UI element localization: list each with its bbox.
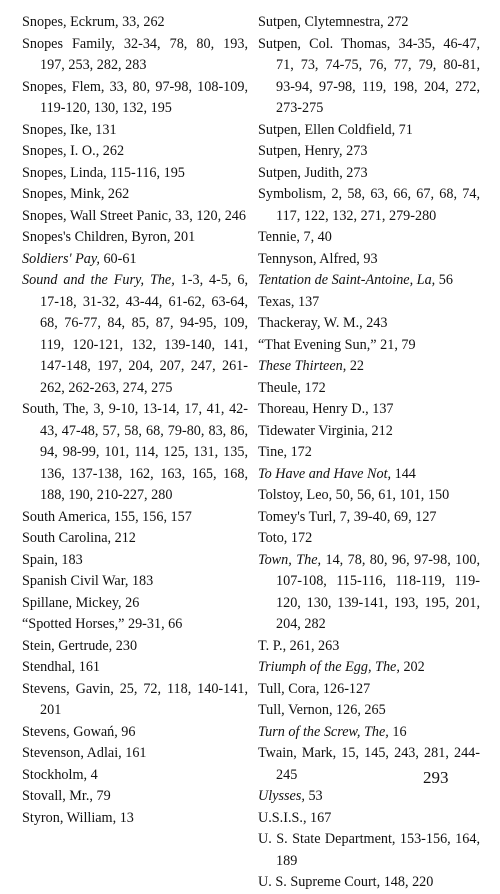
index-entry-text: Theule, 172: [258, 379, 326, 396]
index-entry-text: Sutpen, Judith, 273: [258, 164, 368, 181]
index-entry-text: 14, 78, 80, 96, 97-98, 100, 107-108, 115-116, 118-119, 119-120, 130, 139-141, 193, 195, 201, 204, 282: [276, 551, 480, 632]
index-entry-text: 60-61: [99, 250, 137, 267]
index-entry-text: South, The, 3, 9-10, 13-14, 17, 41, 42-43, 47-48, 57, 58, 68, 79-80, 83, 86, 94, 98-99, 101, 114, 125, 131, 135, 136, 137-138, 162, 163, 165, 168, 188, 190, 210-227, 280: [22, 401, 248, 503]
index-entry: [22, 808, 248, 830]
index-entry-text: Texas, 137: [258, 293, 320, 310]
index-entry-text: Sutpen, Henry, 273: [258, 143, 368, 159]
index-entry: [258, 12, 480, 34]
index-entry: [258, 335, 480, 357]
index-entry: [22, 270, 248, 399]
index-entry: [22, 636, 248, 658]
index-entry-text: Snopes, Flem, 33, 80, 97-98, 108-109, 119-120, 130, 132, 195: [22, 78, 248, 116]
index-entry-title: Turn of the Screw, The,: [258, 723, 389, 740]
index-entry: [22, 141, 248, 163]
index-entry-text: Snopes, Wall Street Panic, 33, 120, 246: [22, 207, 246, 224]
index-entry: [258, 270, 480, 292]
index-entry: [22, 206, 248, 228]
index-entry-text: Snopes, Eckrum, 33, 262: [22, 14, 165, 30]
index-entry: [258, 786, 480, 808]
index-entry: [22, 765, 248, 787]
index-entry: [22, 249, 248, 271]
index-entry-text: Snopes, I. O., 262: [22, 143, 125, 159]
index-entry: [22, 528, 248, 550]
index-entry-text: Snopes, Ike, 131: [22, 121, 117, 138]
index-entry-text: Spillane, Mickey, 26: [22, 594, 140, 611]
index-entry-text: Tidewater Virginia, 212: [258, 422, 393, 439]
index-entry-text: Tolstoy, Leo, 50, 56, 61, 101, 150: [258, 487, 450, 503]
index-entry: [258, 163, 480, 185]
index-entry-text: U.S.I.S., 167: [258, 809, 332, 826]
index-entry-text: Tomey's Turl, 7, 39-40, 69, 127: [258, 508, 437, 525]
index-entry-text: “Spotted Horses,” 29-31, 66: [22, 616, 183, 632]
index-entry: [258, 528, 480, 550]
index-entry-title: To Have and Have Not,: [258, 465, 392, 482]
index-entry-text: Toto, 172: [258, 530, 313, 546]
index-entry-text: 16: [388, 723, 407, 740]
index-entry-text: Thackeray, W. M., 243: [258, 315, 388, 331]
index-column-right: [258, 12, 480, 894]
index-entry-text: Stevenson, Adlai, 161: [22, 745, 147, 761]
index-entry: [258, 184, 480, 227]
index-entry: [22, 679, 248, 722]
index-entry-text: Stendhal, 161: [22, 659, 101, 675]
index-column-left: [22, 12, 248, 829]
index-entry: [22, 743, 248, 765]
index-entry-text: South Carolina, 212: [22, 530, 136, 546]
index-entry: [258, 872, 480, 894]
index-entry: [258, 700, 480, 722]
page-number: 293: [423, 768, 449, 787]
index-entry-text: 1-3, 4-5, 6, 17-18, 31-32, 43-44, 61-62, 63-64, 68, 76-77, 84, 85, 87, 94-95, 109, 119, 120-121, 132, 139-140, 141, 147-148, 197, 204, 207, 247, 261-262, 262-263, 274, 275: [40, 272, 248, 396]
index-entry: [258, 292, 480, 314]
index-entry: [258, 378, 480, 400]
index-entry-title: Soldiers' Pay,: [22, 250, 100, 267]
index-entry: [22, 571, 248, 593]
index-entry-text: Snopes, Linda, 115-116, 195: [22, 164, 185, 181]
index-entry-text: Spanish Civil War, 183: [22, 573, 154, 589]
index-entry-title: These Thirteen,: [258, 358, 347, 374]
index-entry-text: Symbolism, 2, 58, 63, 66, 67, 68, 74, 117, 122, 132, 271, 279-280: [258, 186, 480, 224]
index-entry-text: 202: [399, 659, 425, 675]
index-entry: [22, 12, 248, 34]
index-entry: [258, 141, 480, 163]
index-entry-text: South America, 155, 156, 157: [22, 508, 192, 525]
index-entry: [258, 356, 480, 378]
index-entry-text: T. P., 261, 263: [258, 637, 340, 654]
index-entry-text: Thoreau, Henry D., 137: [258, 401, 394, 417]
index-entry: [258, 227, 480, 249]
index-entry: [258, 249, 480, 271]
index-entry: [258, 657, 480, 679]
index-entry-text: Stovall, Mr., 79: [22, 788, 111, 804]
index-entry-text: 53: [304, 788, 323, 804]
index-entry: [258, 550, 480, 636]
index-entry: [258, 442, 480, 464]
index-entry: [258, 34, 480, 120]
index-entry: [22, 550, 248, 572]
index-entry: [22, 399, 248, 507]
index-entry: [22, 614, 248, 636]
index-entry-text: Snopes Family, 32-34, 78, 80, 193, 197, 253, 282, 283: [22, 35, 248, 73]
index-entry: [258, 485, 480, 507]
index-entry-text: Styron, William, 13: [22, 809, 134, 826]
index-entry-text: Sutpen, Clytemnestra, 272: [258, 14, 409, 30]
index-entry: [258, 679, 480, 701]
index-entry: [258, 808, 480, 830]
index-entry-text: Twain, Mark, 15, 145, 243, 281, 244-245: [258, 745, 480, 783]
index-entry: [22, 120, 248, 142]
index-entry-text: Sutpen, Ellen Coldfield, 71: [258, 121, 413, 138]
index-entry: [258, 829, 480, 872]
index-entry-text: 22: [346, 358, 365, 374]
index-entry-text: Stevens, Gavin, 25, 72, 118, 140-141, 201: [22, 680, 248, 718]
index-entry: [258, 464, 480, 486]
index-entry-text: “That Evening Sun,” 21, 79: [258, 336, 416, 353]
index-entry: [258, 120, 480, 142]
index-entry-title: Town, The,: [258, 551, 322, 568]
index-entry-text: Tull, Cora, 126-127: [258, 680, 371, 697]
index-entry: [258, 313, 480, 335]
index-entry-text: Snopes's Children, Byron, 201: [22, 229, 196, 245]
index-entry: [22, 77, 248, 120]
index-entry-text: U. S. Supreme Court, 148, 220: [258, 874, 434, 890]
index-entry-text: Spain, 183: [22, 551, 83, 568]
index-entry-text: U. S. State Department, 153-156, 164, 189: [258, 831, 480, 869]
index-entry: [22, 163, 248, 185]
index-entry: [258, 421, 480, 443]
index-entry-title: Triumph of the Egg, The,: [258, 659, 400, 675]
index-entry: [258, 636, 480, 658]
index-entry-text: Tull, Vernon, 126, 265: [258, 702, 386, 718]
index-entry: [258, 722, 480, 744]
index-entry-text: Tennie, 7, 40: [258, 229, 332, 245]
index-entry: [258, 507, 480, 529]
index-entry: [22, 786, 248, 808]
index-entry-text: Stein, Gertrude, 230: [22, 637, 138, 654]
index-entry: [22, 593, 248, 615]
index-entry-title: Ulysses,: [258, 788, 305, 804]
index-entry: [22, 34, 248, 77]
index-entry: [22, 227, 248, 249]
index-entry-text: Snopes, Mink, 262: [22, 186, 130, 202]
index-entry: [22, 507, 248, 529]
index-entry-text: Sutpen, Col. Thomas, 34-35, 46-47, 71, 73, 74-75, 76, 77, 79, 80-81, 93-94, 97-98, 119, 198, 204, 272, 273-275: [258, 35, 480, 116]
index-entry: [258, 399, 480, 421]
index-entry-text: Stockholm, 4: [22, 766, 98, 783]
index-entry-title: Tentation de Saint-Antoine, La,: [258, 272, 436, 288]
index-entry-text: Stevens, Gowań, 96: [22, 723, 136, 740]
index-entry: [22, 657, 248, 679]
index-entry-text: 144: [391, 465, 416, 482]
index-entry: [22, 184, 248, 206]
index-entry-title: Sound and the Fury, The,: [22, 272, 175, 288]
index-entry: [22, 722, 248, 744]
index-entry-text: Tennyson, Alfred, 93: [258, 250, 378, 267]
index-entry-text: Tine, 172: [258, 444, 312, 460]
index-entry-text: 56: [435, 272, 453, 288]
